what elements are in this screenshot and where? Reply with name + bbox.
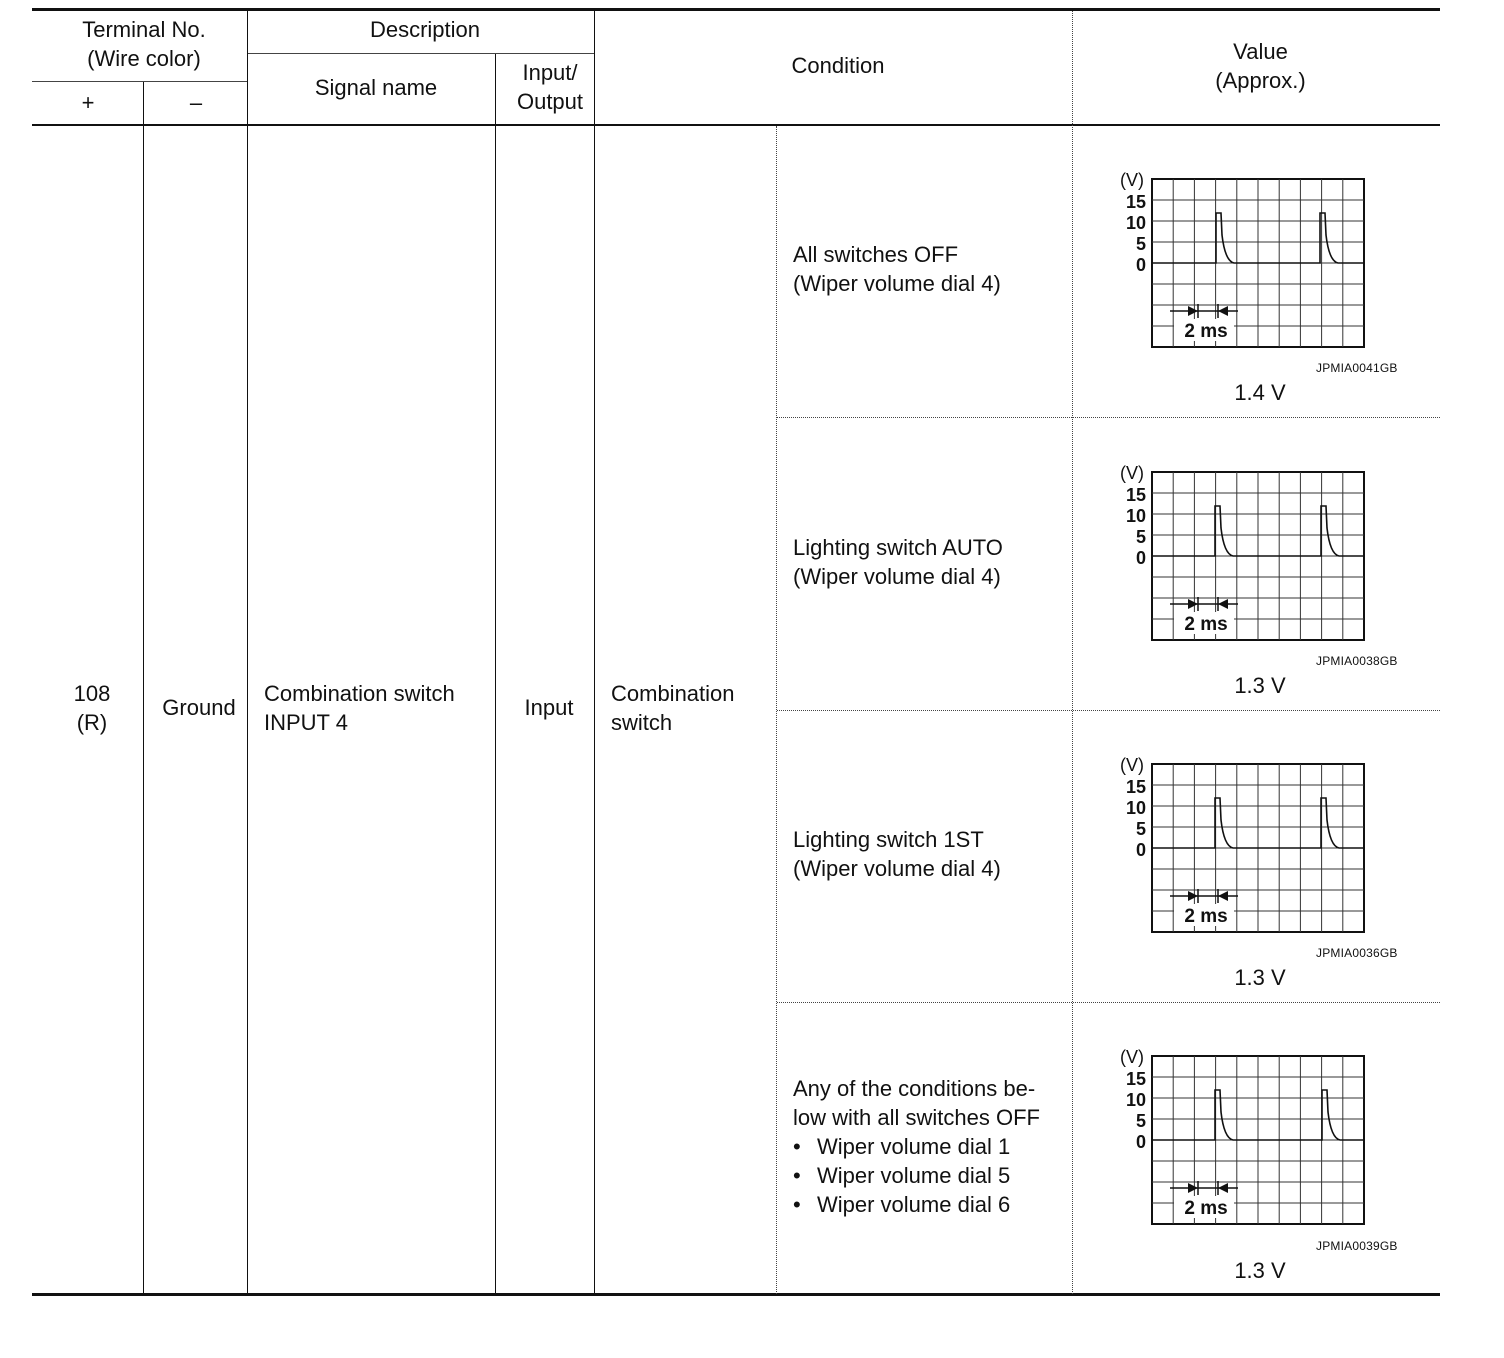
figure-code-4: JPMIA0039GB: [1316, 1239, 1398, 1253]
sub-condition-1-line1: All switches OFF: [793, 242, 959, 267]
condition-main-line2: switch: [611, 710, 673, 735]
scope-y-tick-label: 0: [1135, 840, 1146, 860]
header-value-line2: (Approx.): [1215, 68, 1306, 93]
header-wire-color: (Wire color): [87, 46, 201, 71]
scope-y-tick-label: 5: [1135, 234, 1146, 254]
arrow-left-icon: [1218, 891, 1228, 901]
header-terminal-no: Terminal No.: [82, 17, 206, 42]
terminal-subheader-line: [32, 81, 247, 82]
col-rule-signal-io: [495, 54, 496, 1294]
arrow-right-icon: [1188, 1183, 1198, 1193]
bullet-icon: •: [793, 1134, 801, 1159]
figure-code-3: JPMIA0036GB: [1316, 946, 1398, 960]
scope-y-tick-label: 15: [1125, 777, 1146, 797]
scope-y-tick-label: 10: [1125, 1090, 1146, 1110]
terminal-plus-number: 108: [73, 681, 111, 706]
sub-row-separator-3: [777, 1002, 1440, 1003]
voltage-value-3: 1.3 V: [1234, 965, 1286, 990]
arrow-right-icon: [1188, 599, 1198, 609]
description-subheader-line: [248, 53, 594, 54]
voltage-value-2: 1.3 V: [1234, 673, 1286, 698]
bullet-text: Wiper volume dial 6: [817, 1192, 1011, 1217]
condition-main-line1: Combination: [611, 681, 735, 706]
header-condition: Condition: [791, 53, 885, 78]
bullet-text: Wiper volume dial 5: [817, 1163, 1011, 1188]
scope-unit-label: (V): [1120, 755, 1144, 775]
figure-code-2: JPMIA0038GB: [1316, 654, 1398, 668]
scope-y-tick-label: 15: [1125, 485, 1146, 505]
header-input-output-line1: Input/: [522, 60, 578, 85]
oscilloscope-waveform-2: [1110, 461, 1370, 651]
scope-y-tick-label: 5: [1135, 819, 1146, 839]
scope-y-tick-label: 15: [1125, 192, 1146, 212]
signal-name-line2: INPUT 4: [264, 710, 348, 735]
header-bottom-rule: [32, 124, 1440, 126]
scope-y-tick-label: 0: [1135, 255, 1146, 275]
header-input-output-line2: Output: [516, 89, 584, 114]
time-scale-label: 2 ms: [1184, 614, 1228, 635]
terminal-minus: Ground: [162, 695, 236, 720]
scope-unit-label: (V): [1120, 170, 1144, 190]
oscilloscope-waveform-4: [1110, 1045, 1370, 1235]
header-value-line1: Value: [1233, 39, 1288, 64]
col-rule-condition-value: [1072, 11, 1073, 1294]
time-scale-label: 2 ms: [1184, 1198, 1228, 1219]
sub-condition-4-line1: Any of the conditions be-: [793, 1076, 1036, 1101]
arrow-left-icon: [1218, 599, 1228, 609]
scope-y-tick-label: 15: [1125, 1069, 1146, 1089]
oscilloscope-waveform-1: [1110, 168, 1370, 358]
sub-condition-1-line2: (Wiper volume dial 4): [793, 271, 1001, 296]
voltage-value-1: 1.4 V: [1234, 380, 1286, 405]
sub-condition-4-bullet-2: [793, 1161, 1010, 1190]
scope-y-tick-label: 10: [1125, 213, 1146, 233]
col-rule-terminal-description: [247, 11, 248, 1294]
oscilloscope-waveform-3: [1110, 753, 1370, 943]
scope-y-tick-label: 10: [1125, 506, 1146, 526]
header-description: Description: [369, 17, 481, 42]
sub-row-separator-2: [777, 710, 1440, 711]
sub-condition-3-line1: Lighting switch 1ST: [793, 827, 984, 852]
time-scale-label: 2 ms: [1184, 906, 1228, 927]
arrow-left-icon: [1218, 306, 1228, 316]
time-scale-label: 2 ms: [1184, 321, 1228, 342]
sub-condition-2-line1: Lighting switch AUTO: [793, 535, 1003, 560]
sub-condition-4-line2: low with all switches OFF: [793, 1105, 1040, 1130]
voltage-value-4: 1.3 V: [1234, 1258, 1286, 1283]
sub-condition-2-line2: (Wiper volume dial 4): [793, 564, 1001, 589]
sub-condition-3-line2: (Wiper volume dial 4): [793, 856, 1001, 881]
bullet-text: Wiper volume dial 1: [817, 1134, 1011, 1159]
terminal-plus-wire-color: (R): [76, 710, 108, 735]
scope-unit-label: (V): [1120, 463, 1144, 483]
scope-y-tick-label: 10: [1125, 798, 1146, 818]
scope-y-tick-label: 5: [1135, 527, 1146, 547]
sub-condition-4-bullet-1: [793, 1132, 1010, 1161]
bullet-icon: •: [793, 1163, 801, 1188]
header-minus: –: [189, 90, 203, 115]
arrow-right-icon: [1188, 891, 1198, 901]
scope-y-tick-label: 5: [1135, 1111, 1146, 1131]
scope-unit-label: (V): [1120, 1047, 1144, 1067]
scope-y-tick-label: 0: [1135, 1132, 1146, 1152]
header-plus: +: [81, 90, 95, 115]
sub-condition-4-bullet-3: [793, 1190, 1010, 1219]
bottom-rule: [32, 1293, 1440, 1296]
scope-y-tick-label: 0: [1135, 548, 1146, 568]
sub-row-separator-1: [777, 417, 1440, 418]
figure-code-1: JPMIA0041GB: [1316, 361, 1398, 375]
input-output-value: Input: [524, 695, 574, 720]
signal-name-line1: Combination switch: [264, 681, 455, 706]
top-rule: [32, 8, 1440, 11]
bullet-icon: •: [793, 1192, 801, 1217]
header-signal-name: Signal name: [314, 75, 438, 100]
arrow-left-icon: [1218, 1183, 1228, 1193]
arrow-right-icon: [1188, 306, 1198, 316]
col-rule-description-condition: [594, 11, 595, 1294]
